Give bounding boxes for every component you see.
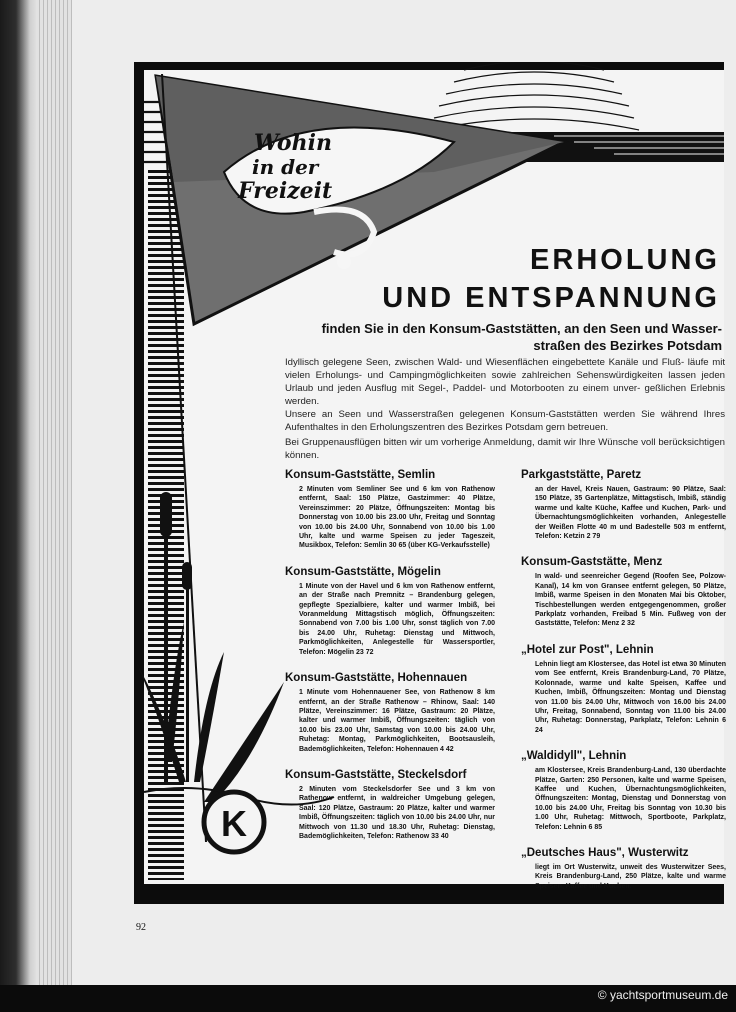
intro-paragraph-1: Idyllisch gelegene Seen, zwischen Wald- und Wiesenflächen eingebettete Kanäle und Fluß- läufe mit vielen Erholungs- und Campingmöglichkeiten sowie zahlreichen Sehenswürdigkeiten lassen jeden Urlaub und jeden Ausflug mit Segel-, Paddel- und Motorbooten zu einem unver- geßlichen Erlebnis werden. (285, 357, 725, 407)
entry-menz (521, 555, 726, 628)
entry-steckelsdorf (285, 768, 495, 841)
entry-title: „Waldidyll", Lehnin (521, 750, 627, 763)
sun-rays (430, 62, 639, 130)
right-column (521, 468, 726, 905)
entry-moegelin (285, 565, 495, 657)
entry-waldidyll (521, 749, 726, 832)
intro-paragraph-3: Bei Gruppenausflügen bitten wir um vorherige Anmeldung, damit wir Ihre Wünsche voll berücksichtigen können. (285, 437, 725, 461)
svg-text:Wohin: Wohin (254, 130, 332, 156)
entry-title: Parkgaststätte, Paretz (521, 469, 642, 481)
entry-body: In wald- und seenreicher Gegend (Roofen See, Polzow-Kanal), 14 km von Gransee entfernt gelegen, 50 Plätze, Imbiß, warme Speisen in den Monaten Mai bis Oktober, Tischbestellungen werden entgegengenommen, großer Parkplatz vorhanden, Freibad 5 Min. Fußweg von der Gaststätte, Telefon: Menz 2 32 (535, 573, 726, 628)
entry-title: „Deutsches Haus", Wusterwitz (521, 846, 689, 859)
left-column (285, 468, 495, 855)
reeds (136, 492, 284, 802)
heading-line-1: ERHOLUNG (530, 244, 720, 276)
svg-text:K: K (221, 803, 247, 844)
konsum-logo (204, 792, 264, 852)
entry-title: Konsum-Gaststätte, Menz (521, 556, 663, 569)
entry-body: 2 Minuten vom Semliner See und 6 km von Rathenow entfernt, Saal: 150 Plätze, Gastzimmer: 40 Plätze, Vereinszimmer: 20 Plätze, Öffnungszeiten: Montag bis Donnerstag von 10.00 bis 23.00 Uhr, Freitag und Sonntag von 10.00 bis 24.00 Uhr, Sonnabend von 10.00 bis 1.00 Uhr, kalte und warme Speisen zu jeder Tageszeit, Musikbox, Telefon: Semlin 30 65 (über KG-Verkaufsstelle) (299, 486, 495, 550)
watermark: © yachtsportmuseum.de (597, 988, 728, 1002)
svg-text:in der: in der (252, 155, 319, 179)
entry-title: Konsum-Gaststätte, Semlin (285, 469, 436, 481)
entry-body: liegt im Ort Wusterwitz, unweit des Wusterwitzer Sees, Kreis Brandenburg-Land, 250 Plätze, kalte und warme Speisen, Kaffee und Kuchen. (535, 863, 726, 890)
entry-body: Lehnin liegt am Klostersee, das Hotel ist etwa 30 Minuten vom See entfernt, Kreis Brandenburg-Land, 70 Plätze, Kolonnade, warme und kalte Speisen, Kaffee und Kuchen, Imbiß, Öffnungszeiten: Montag und Dienstag von 11.00 bis 24.00 Uhr, Mittwoch von 16.00 bis 24.00 Uhr, Freitag, Sonnabend, Sonntag von 11.00 bis 24.00 Uhr, Ruhetag: Donnerstag, Parkplatz, Telefon: Lehnin 6 24 (535, 660, 726, 734)
entry-title: Konsum-Gaststätte, Mögelin (285, 565, 441, 578)
entry-body: am Klostersee, Kreis Brandenburg-Land, 130 überdachte Plätze, Garten: 250 Personen, kalte und warme Speisen, Kaffee und Kuchen, Übernachtungsmöglichkeiten, Öffnungszeiten: Montag, Dienstag und Donnerstag von 10.00 bis 24.00 Uhr, Freitag bis Sonntag von 10.30 bis 1.00 Uhr, Ruhetag: Mittwoch, Sportboote, Parkplatz, Telefon: Lehnin 6 85 (535, 767, 726, 831)
subheading-line-1: finden Sie in den Konsum-Gaststätten, an den Seen und Wasser- (321, 321, 722, 336)
entry-title: Konsum-Gaststätte, Steckelsdorf (285, 768, 467, 781)
svg-text:Freizeit: Freizeit (238, 178, 333, 204)
entry-hohennauen (285, 671, 495, 754)
subheading-line-2: straßen des Bezirkes Potsdam (533, 338, 722, 353)
entry-title: „Hotel zur Post", Lehnin (521, 643, 654, 656)
page-edge-lines (36, 0, 72, 985)
entry-body: an der Havel, Kreis Nauen, Gastraum: 90 Plätze, Saal: 150 Plätze, 35 Gartenplätze, Mittagstisch, Imbiß, ständig warme und kalte Küche, Kaffee und Kuchen, Park- und Übernachtungsmöglichkeiten vorhanden, Anlegestelle der Weißen Flotte 40 m und Badestelle 503 m entfernt, Telefon: Ketzin 2 79 (535, 486, 726, 541)
entry-semlin (285, 468, 495, 551)
entry-deutsches-haus (521, 846, 726, 891)
entry-paretz (521, 468, 726, 541)
entry-body: 1 Minute von der Havel und 6 km von Rathenow entfernt, an der Straße nach Premnitz – Brandenburg gelegen, gepflegte Spezialbiere, kalter und warmer Imbiß, bei Voranmeldung Mittagstisch möglich, Öffnungszeiten: Sonnabend von 7.00 bis 1.00 Uhr, sonst täglich von 7.00 bis 24.00 Uhr, Ruhetag: Dienstag und Mittwoch, Parkmöglichkeiten, Anlegestelle für Wassersportler, Telefon: Mögelin 23 72 (299, 582, 495, 656)
entry-title: Konsum-Gaststätte, Hohennauen (285, 672, 468, 685)
page-number: 92 (136, 922, 146, 933)
intro-paragraph-2: Unsere an Seen und Wasserstraßen gelegenen Konsum-Gaststätten werden Sie während Ihres Aufenthaltes in den Erholungszentren des Bezirkes Potsdam gern betreuen. (285, 409, 725, 433)
entry-body: 2 Minuten vom Steckelsdorfer See und 3 km von Rathenow entfernt, in waldreicher Umgebung gelegen, Saal: 120 Plätze, Gastraum: 20 Plätze, kalter und warmer Imbiß, Öffnungszeiten: täglich von 10.00 bis 24.00 Uhr, nur Mittwoch von 11.30 und 18.30 Uhr, Ruhetag: Dienstag, Bademöglichkeiten, Telefon: Rathenow 33 40 (299, 785, 495, 840)
book-spine (0, 0, 40, 1012)
heading-line-2: UND ENTSPANNUNG (382, 282, 720, 314)
entry-hotel-zur-post (521, 643, 726, 735)
entry-body: 1 Minute vom Hohennauener See, von Rathenow 8 km entfernt, an der Straße Rathenow – Rhinow, Saal: 140 Plätze, Vereinszimmer: 16 Plätze, Gastraum: 20 Plätze, kalter und warmer Imbiß, Öffnungszeiten: täglich von 10.00 bis 23.00 Uhr, Samstag von 10.00 bis 24.00 Uhr, Ruhetag: Montag, Parkmöglichkeiten, Bootsausleih, Bademöglichkeiten, Telefon: Hohennauen 4 42 (299, 689, 495, 753)
